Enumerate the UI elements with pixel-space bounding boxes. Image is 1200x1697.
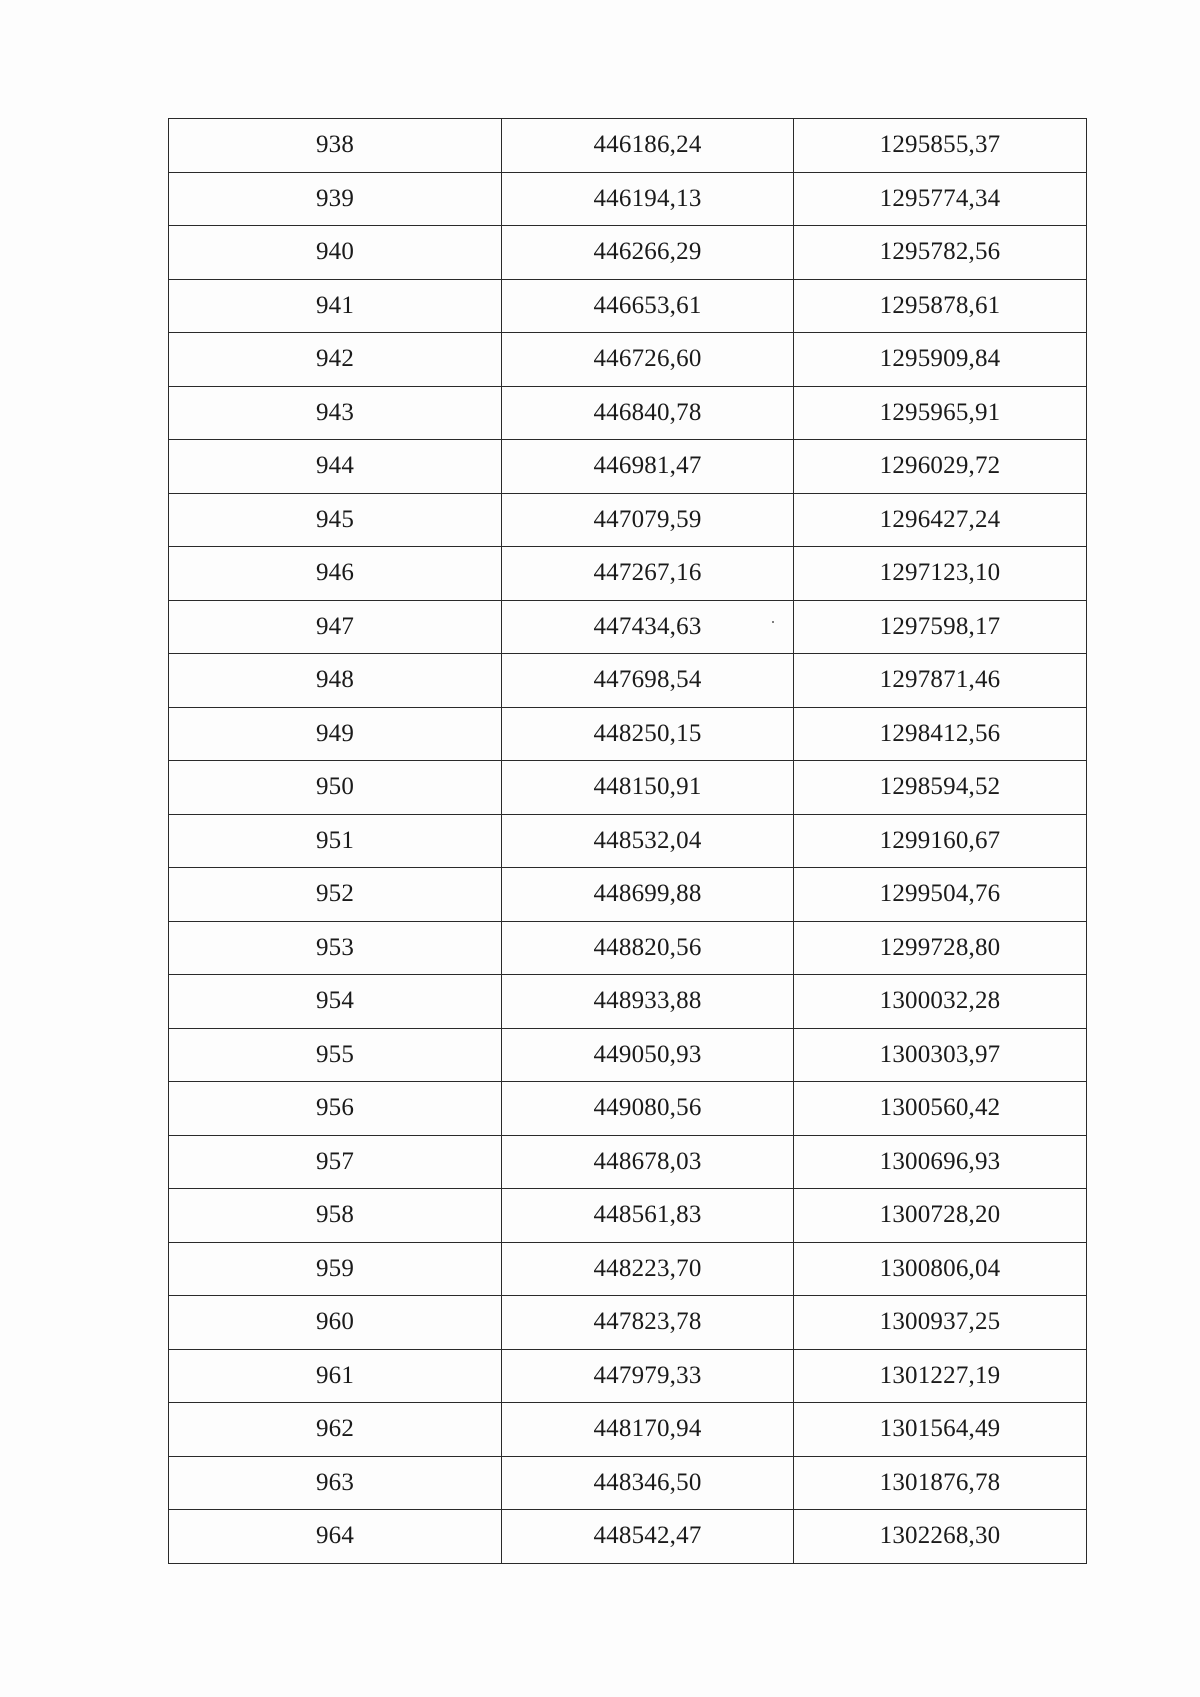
y-coordinate-cell: 1300303,97 [794,1028,1087,1082]
x-coordinate-cell: 448346,50 [502,1456,794,1510]
y-coordinate-cell: 1301227,19 [794,1349,1087,1403]
y-coordinate-cell: 1299504,76 [794,868,1087,922]
y-coordinate-cell: 1297871,46 [794,654,1087,708]
table-row [169,547,1087,601]
point-number-cell: 940 [169,226,502,280]
table-row [169,493,1087,547]
point-number-cell: 959 [169,1242,502,1296]
x-coordinate-cell: 448820,56 [502,921,794,975]
table-row [169,1456,1087,1510]
x-coordinate-cell: 448532,04 [502,814,794,868]
point-number-cell: 949 [169,707,502,761]
table-row [169,226,1087,280]
table-row [169,119,1087,173]
x-coordinate-cell: 447823,78 [502,1296,794,1350]
y-coordinate-cell: 1302268,30 [794,1510,1087,1564]
x-coordinate-cell: 447434,63 [502,600,794,654]
point-number-cell: 944 [169,440,502,494]
coordinates-table-body [169,119,1087,1564]
y-coordinate-cell: 1296029,72 [794,440,1087,494]
x-coordinate-cell: 448150,91 [502,761,794,815]
point-number-cell: 962 [169,1403,502,1457]
table-row [169,814,1087,868]
x-coordinate-cell: 446653,61 [502,279,794,333]
point-number-cell: 957 [169,1135,502,1189]
x-coordinate-cell: 448561,83 [502,1189,794,1243]
table-row [169,1403,1087,1457]
point-number-cell: 941 [169,279,502,333]
table-row [169,333,1087,387]
y-coordinate-cell: 1295782,56 [794,226,1087,280]
table-row [169,440,1087,494]
y-coordinate-cell: 1295878,61 [794,279,1087,333]
table-row [169,761,1087,815]
point-number-cell: 964 [169,1510,502,1564]
table-row [169,1349,1087,1403]
point-number-cell: 945 [169,493,502,547]
point-number-cell: 950 [169,761,502,815]
table-row [169,654,1087,708]
x-coordinate-cell: 446840,78 [502,386,794,440]
x-coordinate-cell: 448223,70 [502,1242,794,1296]
y-coordinate-cell: 1296427,24 [794,493,1087,547]
point-number-cell: 958 [169,1189,502,1243]
y-coordinate-cell: 1301564,49 [794,1403,1087,1457]
x-coordinate-cell: 448699,88 [502,868,794,922]
x-coordinate-cell: 446726,60 [502,333,794,387]
y-coordinate-cell: 1300696,93 [794,1135,1087,1189]
table-row [169,172,1087,226]
point-number-cell: 946 [169,547,502,601]
table-row [169,1510,1087,1564]
x-coordinate-cell: 448250,15 [502,707,794,761]
y-coordinate-cell: 1300032,28 [794,975,1087,1029]
point-number-cell: 942 [169,333,502,387]
x-coordinate-cell: 449050,93 [502,1028,794,1082]
y-coordinate-cell: 1298412,56 [794,707,1087,761]
y-coordinate-cell: 1301876,78 [794,1456,1087,1510]
x-coordinate-cell: 446981,47 [502,440,794,494]
x-coordinate-cell: 448933,88 [502,975,794,1029]
x-coordinate-cell: 446194,13 [502,172,794,226]
point-number-cell: 939 [169,172,502,226]
y-coordinate-cell: 1295774,34 [794,172,1087,226]
x-coordinate-cell: 447698,54 [502,654,794,708]
point-number-cell: 953 [169,921,502,975]
point-number-cell: 943 [169,386,502,440]
point-number-cell: 947 [169,600,502,654]
x-coordinate-cell: 448170,94 [502,1403,794,1457]
y-coordinate-cell: 1295909,84 [794,333,1087,387]
point-number-cell: 956 [169,1082,502,1136]
x-coordinate-cell: 446266,29 [502,226,794,280]
table-row [169,279,1087,333]
table-row [169,1296,1087,1350]
x-coordinate-cell: 448678,03 [502,1135,794,1189]
point-number-cell: 952 [169,868,502,922]
table-row [169,1242,1087,1296]
table-row [169,600,1087,654]
x-coordinate-cell: 447079,59 [502,493,794,547]
point-number-cell: 951 [169,814,502,868]
table-row [169,1082,1087,1136]
point-number-cell: 960 [169,1296,502,1350]
y-coordinate-cell: 1299728,80 [794,921,1087,975]
y-coordinate-cell: 1297598,17 [794,600,1087,654]
y-coordinate-cell: 1300728,20 [794,1189,1087,1243]
y-coordinate-cell: 1299160,67 [794,814,1087,868]
table-row [169,1135,1087,1189]
table-row [169,1189,1087,1243]
point-number-cell: 954 [169,975,502,1029]
point-number-cell: 955 [169,1028,502,1082]
table-row [169,868,1087,922]
y-coordinate-cell: 1297123,10 [794,547,1087,601]
y-coordinate-cell: 1295855,37 [794,119,1087,173]
table-row [169,386,1087,440]
table-row [169,975,1087,1029]
point-number-cell: 948 [169,654,502,708]
x-coordinate-cell: 447979,33 [502,1349,794,1403]
scan-speck [772,621,774,623]
x-coordinate-cell: 447267,16 [502,547,794,601]
x-coordinate-cell: 449080,56 [502,1082,794,1136]
y-coordinate-cell: 1300806,04 [794,1242,1087,1296]
coordinates-table [168,118,1087,1564]
y-coordinate-cell: 1295965,91 [794,386,1087,440]
y-coordinate-cell: 1300560,42 [794,1082,1087,1136]
x-coordinate-cell: 448542,47 [502,1510,794,1564]
y-coordinate-cell: 1300937,25 [794,1296,1087,1350]
y-coordinate-cell: 1298594,52 [794,761,1087,815]
point-number-cell: 961 [169,1349,502,1403]
point-number-cell: 963 [169,1456,502,1510]
point-number-cell: 938 [169,119,502,173]
table-row [169,1028,1087,1082]
table-row [169,707,1087,761]
table-row [169,921,1087,975]
x-coordinate-cell: 446186,24 [502,119,794,173]
